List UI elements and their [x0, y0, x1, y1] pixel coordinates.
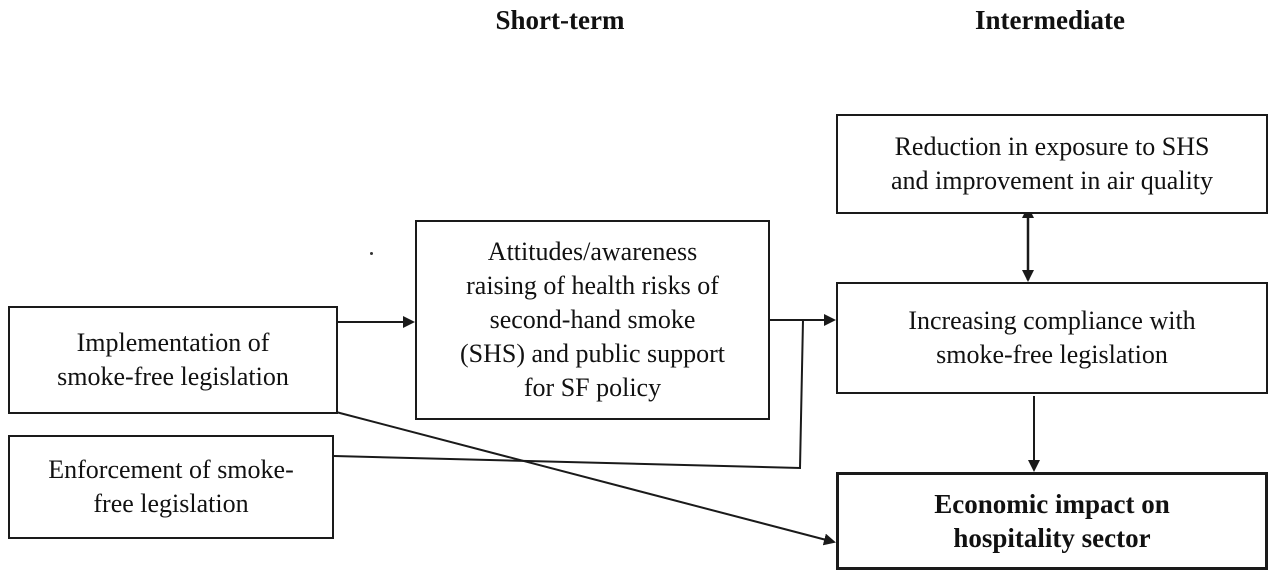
- box-compliance-line1: Increasing compliance with: [908, 306, 1196, 335]
- box-compliance: [836, 282, 1268, 394]
- box-attitudes-line5: for SF policy: [523, 373, 662, 402]
- box-enforcement-line2: free legislation: [93, 489, 249, 518]
- box-reduction-line1: Reduction in exposure to SHS: [894, 132, 1210, 161]
- box-reduction-line2: and improvement in air quality: [890, 166, 1214, 195]
- box-attitudes: [415, 220, 770, 420]
- header-short-term: Short-term: [495, 5, 625, 35]
- header-intermediate: Intermediate: [975, 5, 1125, 35]
- box-enforcement: [8, 435, 334, 539]
- box-compliance-line2: smoke-free legislation: [936, 340, 1168, 369]
- box-economic-line1: Economic impact on: [934, 489, 1170, 519]
- box-attitudes-line1: Attitudes/awareness: [487, 237, 698, 266]
- box-economic-line2: hospitality sector: [953, 523, 1151, 553]
- box-implementation: [8, 306, 338, 414]
- box-attitudes-line4: (SHS) and public support: [459, 339, 726, 368]
- box-enforcement-line1: Enforcement of smoke-: [48, 455, 294, 484]
- box-attitudes-line2: raising of health risks of: [466, 271, 719, 300]
- arrow-implementation-to-economic: [336, 412, 834, 542]
- box-attitudes-line3: second-hand smoke: [489, 305, 696, 334]
- box-reduction-exposure: [836, 114, 1268, 214]
- box-implementation-line2: smoke-free legislation: [57, 362, 289, 391]
- box-implementation-line1: Implementation of: [76, 328, 270, 357]
- stray-dot: [370, 252, 373, 255]
- box-economic-impact: [836, 472, 1268, 570]
